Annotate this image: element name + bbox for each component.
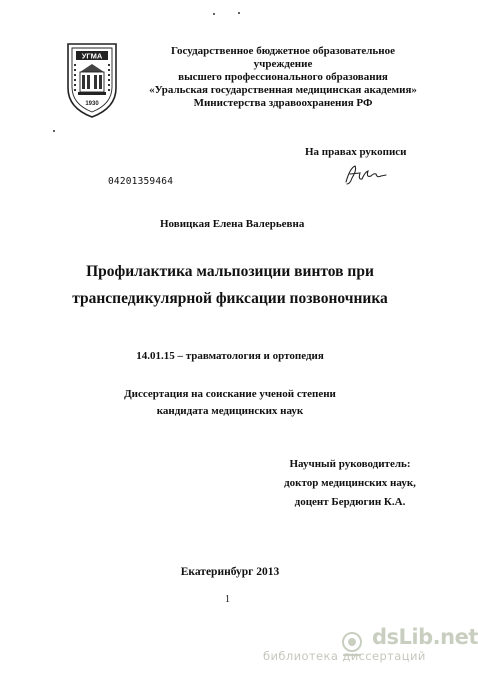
title-line: Профилактика мальпозиции винтов при bbox=[86, 263, 374, 280]
emblem-year-text: 1930 bbox=[85, 101, 99, 107]
supervisor-line: доцент Бердюгин К.А. bbox=[294, 496, 406, 508]
dissertation-title bbox=[40, 258, 420, 312]
institution-line: «Уральская государственная медицинская академия» bbox=[149, 84, 417, 96]
page-number: 1 bbox=[225, 594, 230, 605]
title-line: транспедикулярной фиксации позвоночника bbox=[72, 290, 388, 307]
degree-line: Диссертация на соискание ученой степени bbox=[124, 388, 336, 400]
institution-line: Министерства здравоохранения РФ bbox=[193, 97, 373, 109]
institution-line: Государственное бюджетное образовательное bbox=[171, 45, 395, 57]
scan-speck bbox=[213, 13, 215, 15]
handwritten-signature-icon bbox=[340, 162, 388, 188]
emblem-top-text: УГМА bbox=[81, 51, 103, 61]
author-name: Новицкая Елена Валерьевна bbox=[160, 218, 305, 230]
supervisor-line: доктор медицинских наук, bbox=[284, 477, 416, 489]
degree-statement bbox=[80, 386, 380, 420]
institution-block bbox=[148, 45, 418, 110]
watermark-brand[interactable]: dsLib.net bbox=[372, 625, 478, 649]
archive-code: 04201359464 bbox=[108, 176, 174, 187]
supervisor-block bbox=[270, 455, 430, 512]
institution-line: высшего профессионального образования bbox=[178, 71, 388, 83]
degree-line: кандидата медицинских наук bbox=[156, 405, 304, 417]
city-year: Екатеринбург 2013 bbox=[180, 566, 280, 578]
scan-speck bbox=[238, 12, 240, 14]
manuscript-rights-label: На правах рукописи bbox=[305, 146, 407, 158]
watermark-caption: библиотека диссертаций bbox=[263, 649, 426, 663]
supervisor-line: Научный руководитель: bbox=[289, 458, 411, 470]
scan-speck bbox=[53, 130, 55, 132]
institution-line: учреждение bbox=[253, 58, 313, 70]
university-emblem-icon bbox=[63, 38, 121, 120]
specialty-code: 14.01.15 – травматология и ортопедия bbox=[136, 350, 324, 362]
